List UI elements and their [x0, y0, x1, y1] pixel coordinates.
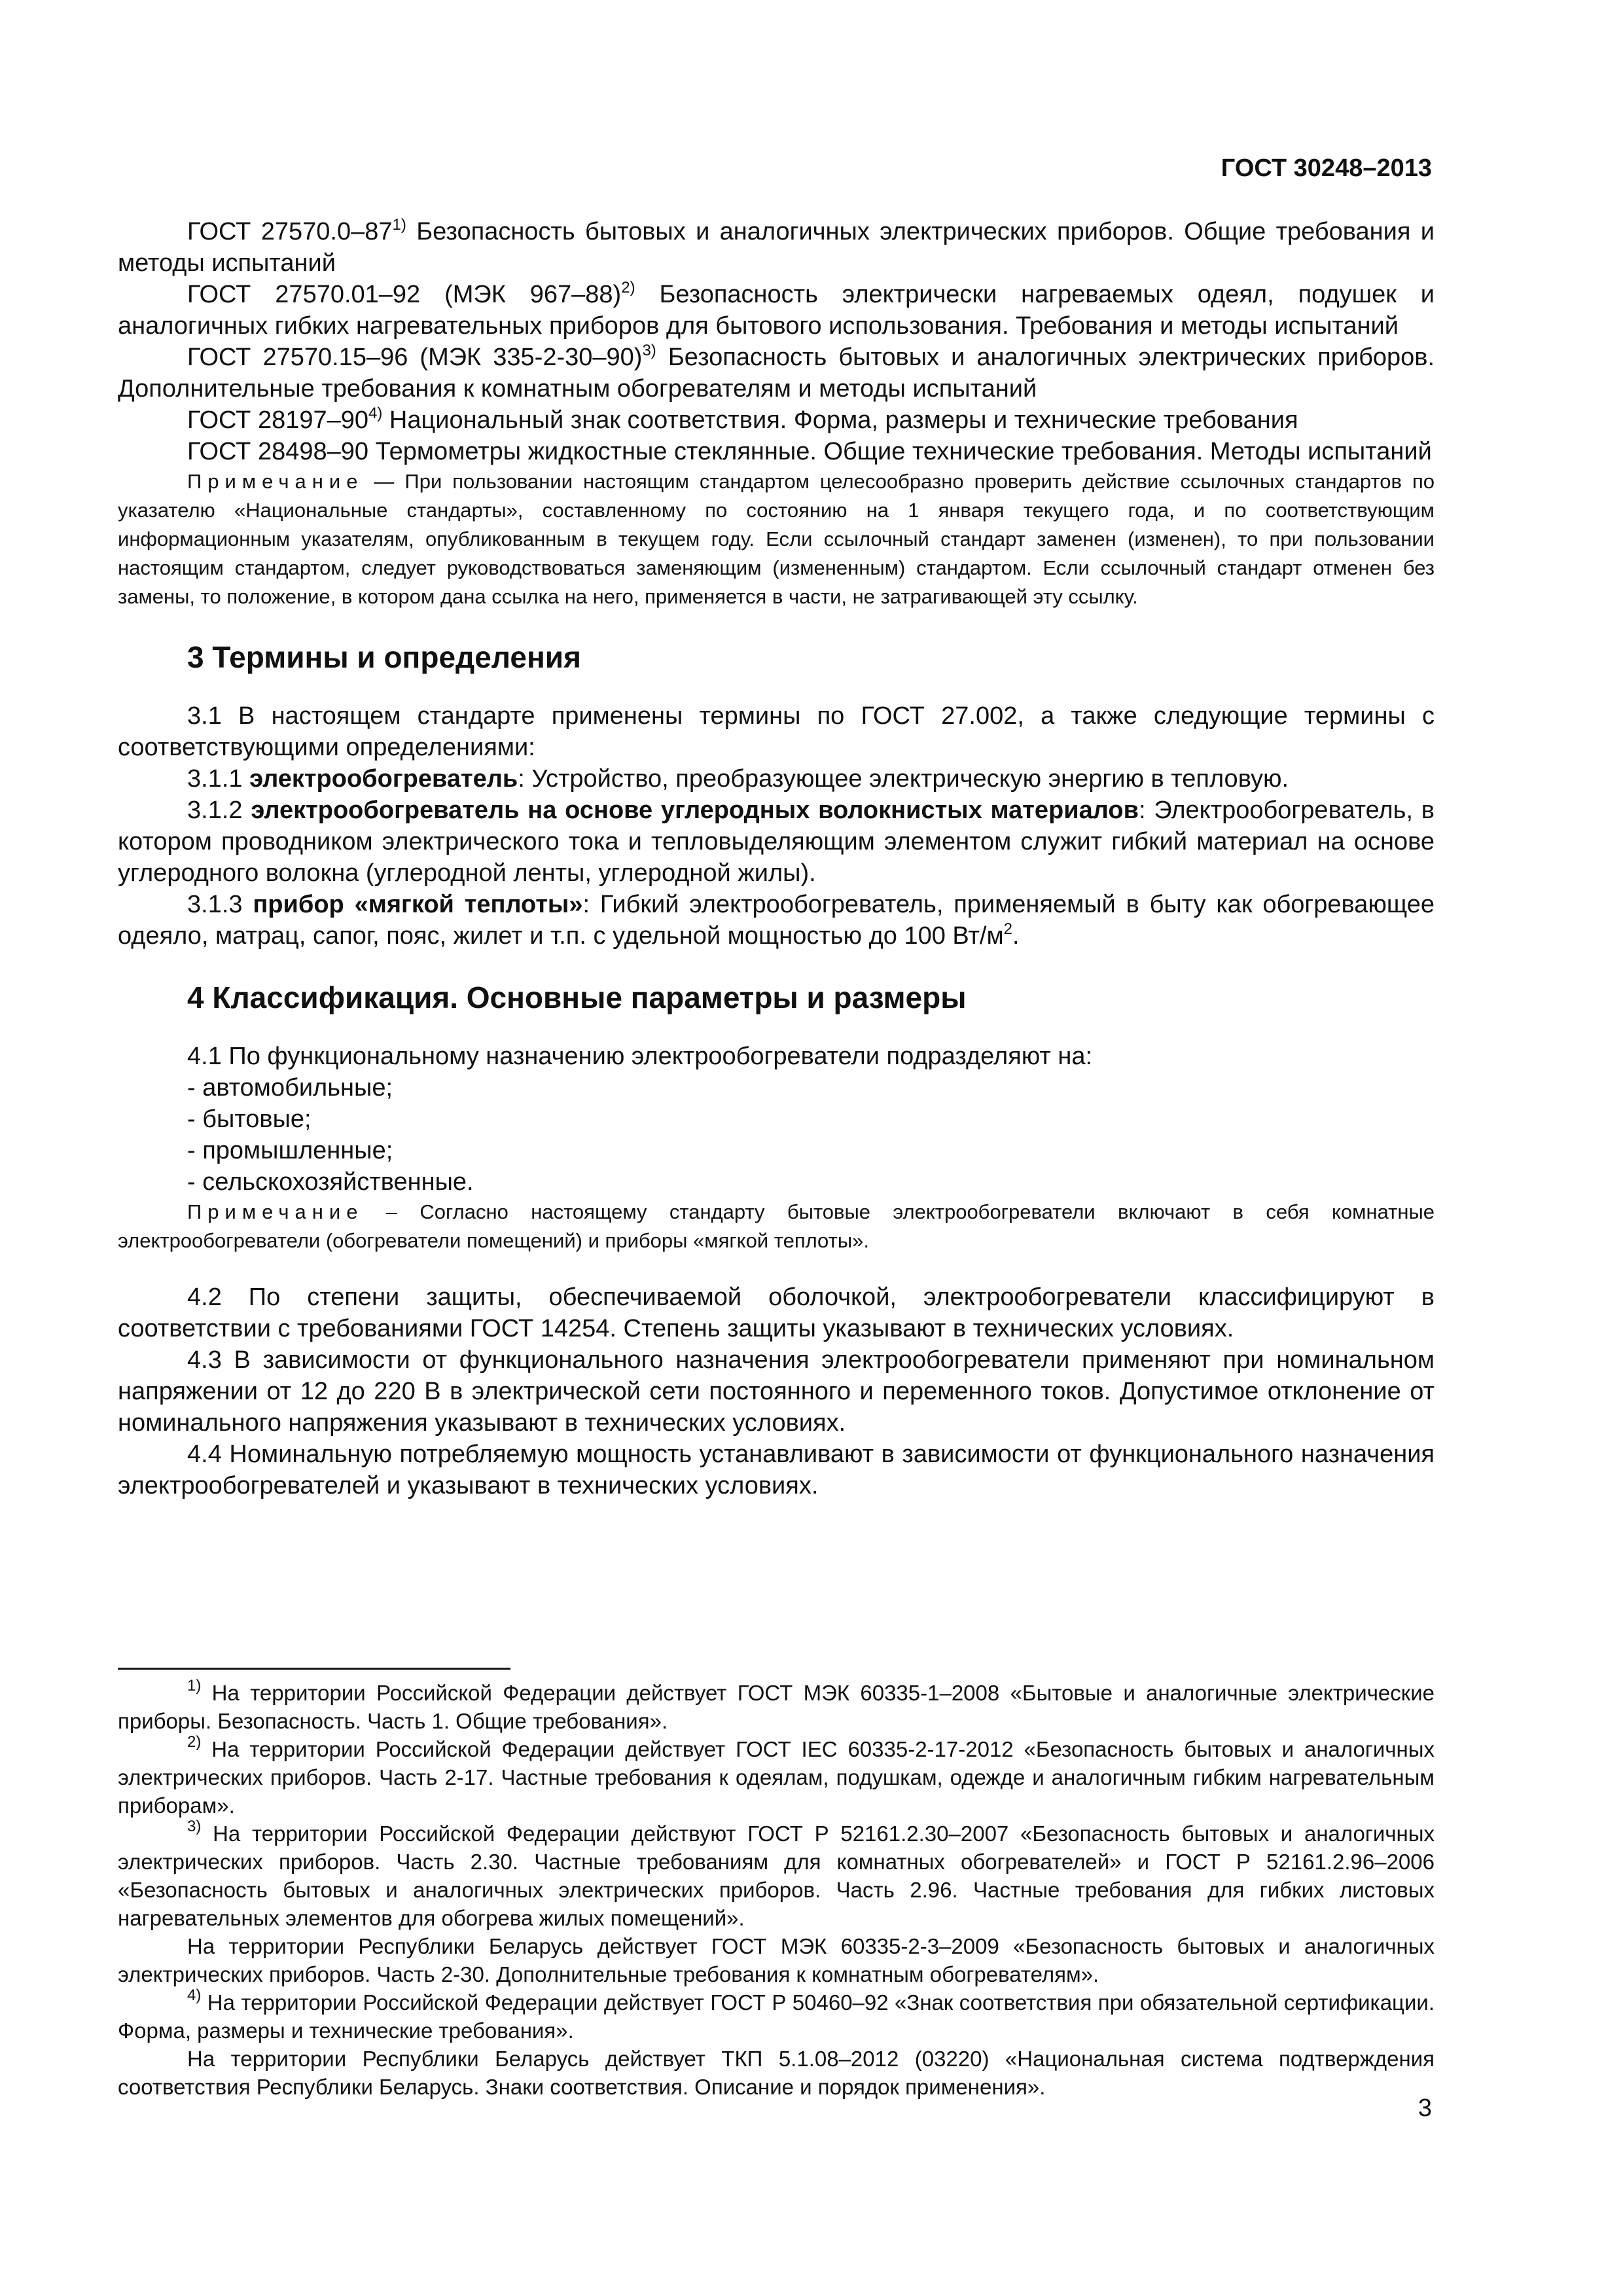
footnote-divider [118, 1668, 510, 1670]
page-number: 3 [1418, 2094, 1432, 2122]
paragraph-4-4: 4.4 Номинальную потребляемую мощность устанавливают в зависимости от функционального назначения электрообогревателей и указывают в технических условиях. [118, 1441, 1435, 1499]
paragraph-4-2: 4.2 По степени защиты, обеспечиваемой оболочкой, электрообогреватели классифицируют в соответствии с требованиями ГОСТ 14254. Степень защиты указывают в технических условиях. [118, 1283, 1435, 1342]
section-4-title: 4 Классификация. Основные параметры и размеры [187, 980, 967, 1014]
document-header-id: ГОСТ 30248–2013 [1221, 154, 1432, 182]
list-item: - автомобильные; [187, 1074, 393, 1102]
footnote-item: $^{2)}$ На территории Российской Федерации действует ГОСТ IEC 60335-2-17-2012 «Безопасность бытовых и аналогичных электрических приборов. Часть 2-17. Частные требования к одеялам, подушкам, одежде и аналогичным гибким нагревательным приборам». [118, 1733, 1435, 1818]
footnote-item: $^{3)}$ На территории Российской Федерации действуют ГОСТ Р 52161.2.30–2007 «Безопасность бытовых и аналогичных электрических приборов. Часть 2.30. Частные требованиям для комнатных обогревателей» и ГОСТ Р 52161.2.96–2006 «Безопасность бытовых и аналогичных электрических приборов. Часть 2.96. Частные требования для гибких листовых нагревательных элементов для обогрева жилых помещений». [118, 1818, 1435, 1930]
note-block: Примечание – Согласно настоящему стандарту бытовые электрообогреватели включают в себя комнатные электрообогреватели (обогреватели помещений) и приборы «мягкой теплоты». [118, 1200, 1435, 1252]
list-item: - бытовые; [187, 1105, 312, 1133]
reference-item: ГОСТ 28197–90$^{4)}$ Национальный знак соответствия. Форма, размеры и технические требования [187, 404, 1298, 434]
paragraph-4-1: 4.1 По функциональному назначению электрообогреватели подразделяют на: [187, 1043, 1093, 1070]
list-item: - сельскохозяйственные. [187, 1168, 474, 1196]
footnote-item: $^{1)}$ На территории Российской Федерации действует ГОСТ МЭК 60335-1–2008 «Бытовые и аналогичные электрические приборы. Безопасность. Часть 1. Общие требования». [118, 1677, 1435, 1733]
term-3-1-2: 3.1.2 электрообогреватель на основе углеродных волокнистых материалов: Электрообогреватель, в котором проводником электрического тока и тепловыделяющим элементом служит гибкий материал на основе углеродного волокна (углеродной ленты, углеродной жилы). [118, 797, 1435, 887]
footnote-item: На территории Республики Беларусь действует ТКП 5.1.08–2012 (03220) «Национальная система подтверждения соответствия Республики Беларусь. Знаки соответствия. Описание и порядок применения». [118, 2047, 1435, 2099]
term-3-1-1: 3.1.1 электрообогреватель: Устройство, преобразующее электрическую энергию в тепловую. [187, 765, 1289, 793]
list-item: - промышленные; [187, 1137, 393, 1164]
footnote-item: $^{4)}$ На территории Российской Федерации действует ГОСТ Р 50460–92 «Знак соответствия при обязательной сертификации. Форма, размеры и технические требования». [118, 1986, 1435, 2043]
footnotes [118, 1679, 1435, 2101]
note-block: Примечание — При пользовании настоящим стандартом целесообразно проверить действие ссылочных стандартов по указателю «Национальные стандарты», составленному по состоянию на 1 января текущего года, и по соответствующим информационным указателям, опубликованным в текущем году. Если ссылочный стандарт заменен (изменен), то при пользовании настоящим стандартом, следует руководствоваться заменяющим (измененным) стандартом. Если ссылочный стандарт отменен без замены, то положение, в котором дана ссылка на него, применяется в части, не затрагивающей эту ссылку. [118, 470, 1435, 608]
paragraph-3-1: 3.1 В настоящем стандарте применены термины по ГОСТ 27.002, а также следующие термины с соответствующими определениями: [118, 702, 1435, 761]
reference-item: ГОСТ 28498–90 Термометры жидкостные стеклянные. Общие технические требования. Методы испытаний [187, 438, 1432, 465]
footnote-item: На территории Республики Беларусь действует ГОСТ МЭК 60335-2-3–2009 «Безопасность бытовых и аналогичных электрических приборов. Часть 2-30. Дополнительные требования к комнатным обогревателям». [118, 1934, 1435, 1986]
section-3-title: 3 Термины и определения [187, 640, 581, 674]
paragraph-4-3: 4.3 В зависимости от функционального назначения электрообогреватели применяют при номинальном напряжении от 12 до 220 В в электрической сети постоянного и переменного токов. Допустимое отклонение от номинального напряжения указывают в технических условиях. [118, 1346, 1435, 1437]
reference-item: ГОСТ 27570.01–92 (МЭК 967–88)$^{2)}$ Безопасность электрически нагреваемых одеял, подушек и аналогичных гибких нагревательных приборов для бытового использования. Требования и методы испытаний [118, 279, 1435, 340]
main-text [118, 216, 1435, 1501]
reference-item: ГОСТ 27570.15–96 (МЭК 335-2-30–90)$^{3)}$ Безопасность бытовых и аналогичных электрических приборов. Дополнительные требования к комнатным обогревателям и методы испытаний [118, 342, 1435, 403]
term-3-1-3: 3.1.3 прибор «мягкой теплоты»: Гибкий электрообогреватель, применяемый в быту как обогревающее одеяло, матрац, сапог, пояс, жилет и т.п. с удельной мощностью до 100 $Вт/м^2$. [118, 891, 1435, 950]
reference-item: ГОСТ 27570.0–87$^{1)}$ Безопасность бытовых и аналогичных электрических приборов. Общие требования и методы испытаний [118, 216, 1435, 277]
